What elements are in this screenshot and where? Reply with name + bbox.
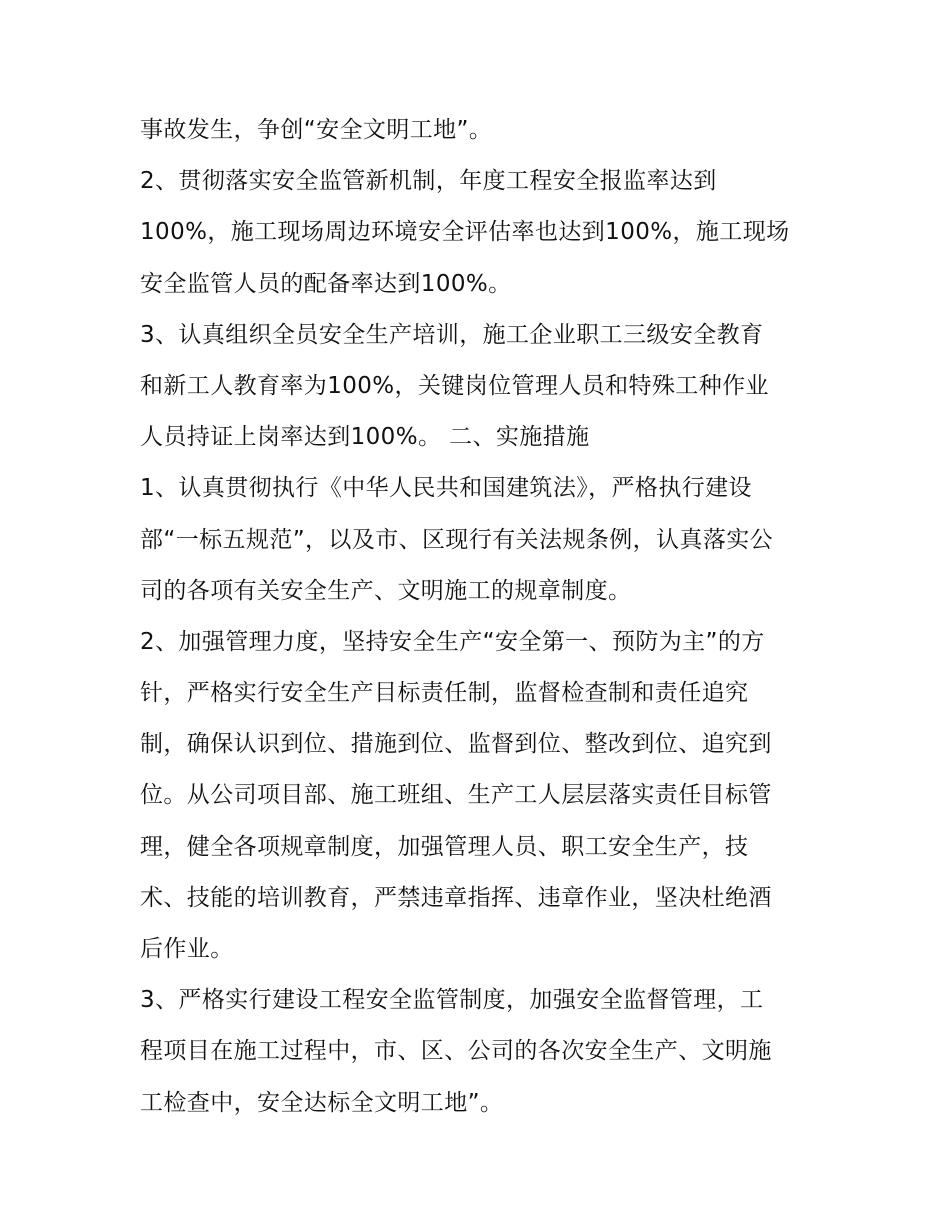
text-line: 针，严格实行安全生产目标责任制，监督检查制和责任追究 — [140, 680, 749, 707]
text-line: 人员持证上岗率达到100%。 二、实施措施 — [140, 424, 590, 451]
text-line: 1、认真贯彻执行《中华人民共和国建筑法》，严格执行建设 — [140, 475, 752, 502]
text-line: 后作业。 — [140, 936, 234, 962]
text-line: 100%，施工现场周边环境安全评估率也达到100%，施工现场 — [140, 219, 790, 246]
text-line: 事故发生，争创“安全文明工地”。 — [140, 117, 493, 143]
text-line: 3、认真组织全员安全生产培训，施工企业职工三级安全教育 — [140, 321, 764, 348]
text-line: 程项目在施工过程中，市、区、公司的各次安全生产、文明施 — [140, 1038, 772, 1065]
text-line: 位。从公司项目部、施工班组、生产工人层层落实责任目标管 — [140, 782, 772, 809]
text-line: 司的各项有关安全生产、文明施工的规章制度。 — [140, 577, 632, 604]
text-line: 3、严格实行建设工程安全监管制度，加强安全监督管理，工 — [140, 987, 764, 1014]
text-line: 制，确保认识到位、措施到位、监督到位、整改到位、追究到 — [140, 731, 772, 758]
text-line: 和新工人教育率为100%，关键岗位管理人员和特殊工种作业 — [140, 372, 769, 399]
text-line: 理，健全各项规章制度，加强管理人员、职工安全生产，技 — [140, 833, 749, 860]
text-line: 安全监管人员的配备率达到100%。 — [140, 270, 512, 297]
text-line: 2、贯彻落实安全监管新机制，年度工程安全报监率达到 — [140, 168, 717, 195]
text-line: 术、技能的培训教育，严禁违章指挥、违章作业，坚决杜绝酒 — [140, 884, 772, 911]
text-line: 2、加强管理力度，坚持安全生产“安全第一、预防为主”的方 — [140, 628, 765, 655]
document-body — [140, 105, 820, 1129]
text-line: 工检查中，安全达标全文明工地”。 — [140, 1089, 504, 1116]
text-line: 部“一标五规范”，以及市、区现行有关法规条例，认真落实公 — [140, 526, 774, 553]
